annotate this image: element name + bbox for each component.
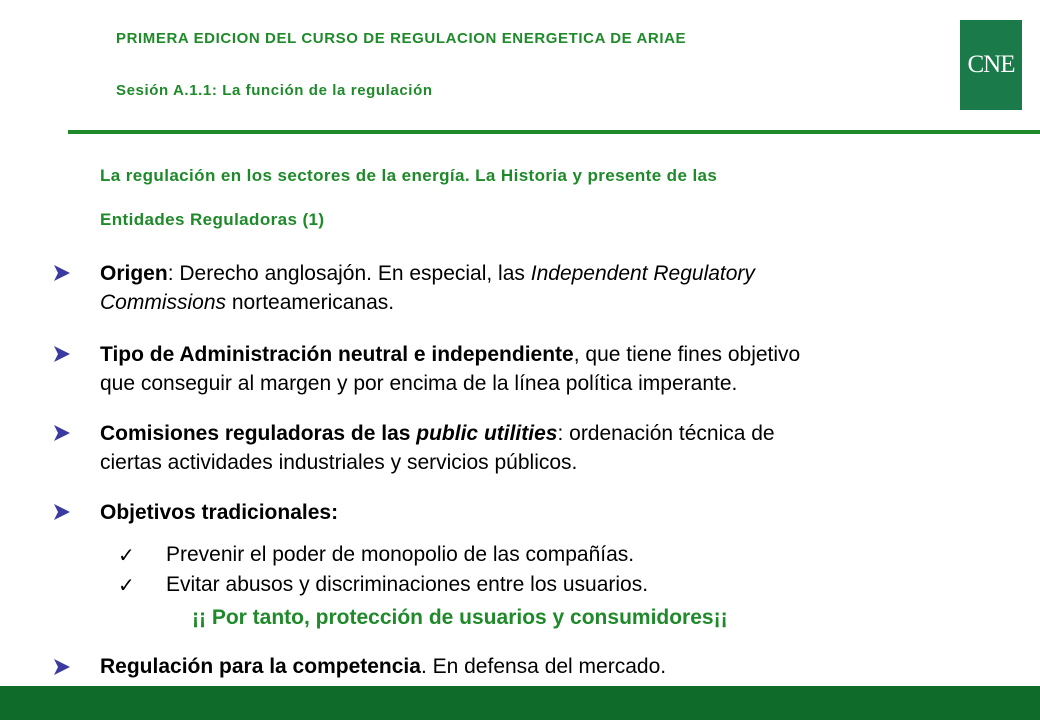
bullet-objetivos (100, 498, 980, 527)
check-item: Evitar abusos y discriminaciones entre los usuarios. (166, 573, 649, 596)
slide-subtitle-line1: La regulación en los sectores de la energía. La Historia y presente de las (100, 166, 718, 185)
arrow-bullet-icon (52, 503, 72, 521)
bullet-bold: Objetivos tradicionales: (100, 501, 339, 524)
slide-subtitle-line2: Entidades Reguladoras (1) (100, 210, 325, 229)
bullet-text-line2: que conseguir al margen y por encima de la línea política imperante. (100, 372, 738, 395)
arrow-bullet-icon (52, 658, 72, 676)
bullet-text: : ordenación técnica de (557, 422, 775, 445)
header-divider (68, 130, 1040, 134)
logo-text: CNE (967, 51, 1015, 78)
bullet-bold: Regulación para la competencia (100, 655, 421, 678)
checkmark-icon: ✓ (118, 573, 135, 597)
arrow-bullet-icon (52, 264, 72, 282)
bullet-italic-line2: Commissions (100, 291, 227, 314)
bullet-bold: Comisiones reguladoras de las (100, 422, 417, 445)
course-title: PRIMERA EDICION DEL CURSO DE REGULACION ENERGETICA DE ARIAE (116, 30, 687, 47)
arrow-bullet-icon (52, 424, 72, 442)
footer-bar (0, 686, 1040, 720)
bullet-text-line2: ciertas actividades industriales y servicios públicos. (100, 451, 578, 474)
arrow-bullet-icon (52, 345, 72, 363)
bullet-text-line2: norteamericanas. (226, 291, 395, 314)
bullet-bold-italic: public utilities (416, 422, 558, 445)
highlight-conclusion: ¡¡ Por tanto, protección de usuarios y consumidores¡¡ (192, 606, 728, 629)
bullet-text: , que tiene fines objetivo (573, 343, 801, 366)
bullet-origen (100, 259, 980, 317)
bullet-bold: Origen (100, 262, 168, 285)
session-title: Sesión A.1.1: La función de la regulación (116, 82, 433, 99)
bullet-tipo-administracion (100, 340, 980, 398)
bullet-text: : Derecho anglosajón. En especial, las (167, 262, 531, 285)
check-item: Prevenir el poder de monopolio de las compañías. (166, 543, 635, 566)
bullet-bold: Tipo de Administración neutral e independiente (100, 343, 574, 366)
bullet-regulacion-competencia (100, 652, 980, 681)
bullet-text: . En defensa del mercado. (420, 655, 667, 678)
bullet-comisiones (100, 419, 980, 477)
cne-logo (960, 20, 1022, 110)
checkmark-icon: ✓ (118, 543, 135, 567)
bullet-italic: Independent Regulatory (530, 262, 755, 285)
